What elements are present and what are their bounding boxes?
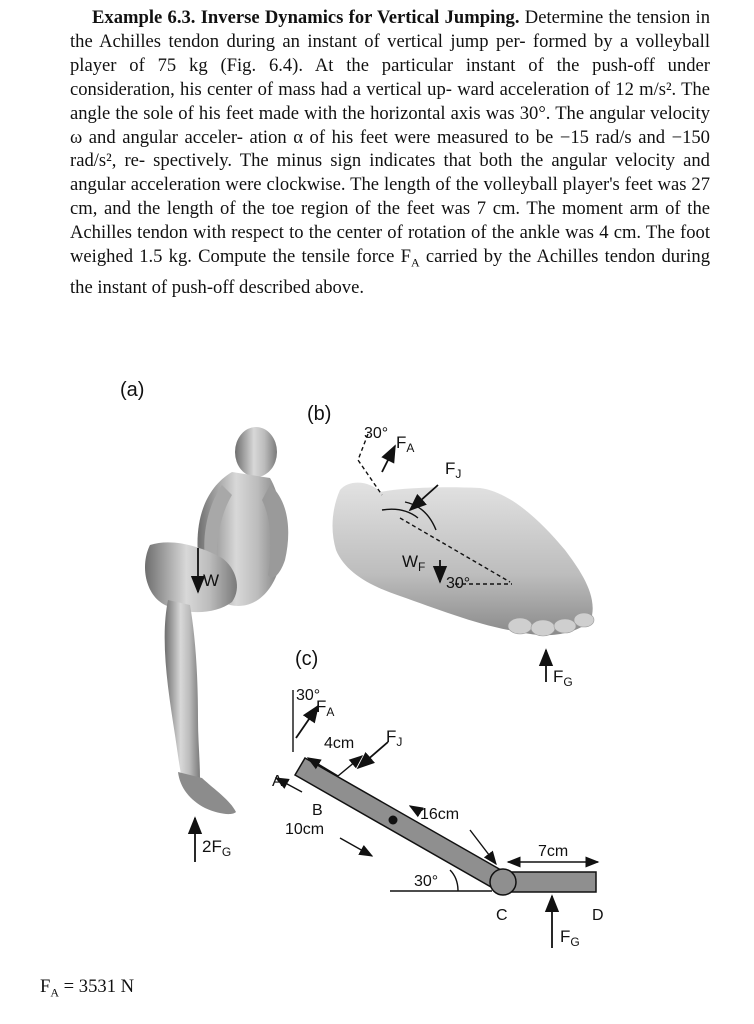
achilles-force-label-c: $F_A$ <box>316 697 335 719</box>
joint-force-label-c: $F_J$ <box>386 727 403 749</box>
point-b-label: B <box>312 802 323 819</box>
athlete-figure <box>145 427 288 814</box>
foot-weight-label: $W_F$ <box>402 552 426 574</box>
ankle-joint <box>490 869 516 895</box>
angle-label-b-sole: 30° <box>446 575 471 592</box>
panel-b-label: (b) <box>307 403 332 425</box>
problem-statement <box>70 6 710 300</box>
foot-illustration <box>333 483 593 636</box>
toe-segment-bar <box>503 872 596 892</box>
point-d-label: D <box>592 907 604 924</box>
center-of-mass-point <box>389 816 398 825</box>
angle-label-c-bottom: 30° <box>414 873 439 890</box>
panel-a-label: (a) <box>120 379 145 401</box>
joint-force-label-b: $F_J$ <box>445 459 462 481</box>
ground-force-label-b: $F_G$ <box>553 667 573 689</box>
problem-paragraph: Example 6.3. Inverse Dynamics for Vertical Jumping. Determine the tension in the Achilles tendon during an instant of vertical jump per- formed by a volleyball player of 75 kg (Fig. 6.4). At the particular instant of the push-off under consideration, his center of mass had a vertical up- ward acceleration of 12 m/s². The angle the sole of his feet made with the horizontal axis was 30°. The angular velocity ω and angular acceler- ation α of his feet were measured to be −15 rad/s and −150 rad/s², re- spectively. The minus sign indicates that both the angular velocity and angular acceleration were clockwise. The length of the volleyball player's feet was 27 cm, and the length of the toe region of the feet was 7 cm. The moment arm of the Achilles tendon with respect to the center of rotation of the ankle was 4 cm. The foot weighed 1.5 kg. Compute the tensile force $F_A$ carried by the Achilles tendon during the instant of push-off described above. <box>70 7 711 298</box>
weight-label: W <box>203 571 220 590</box>
example-title: Example 6.3. Inverse Dynamics for Vertical Jumping. <box>92 7 520 28</box>
ground-force-label-a: $2F_G$ <box>202 837 232 859</box>
figure-6-4 <box>0 360 754 960</box>
point-a-label: A <box>272 773 283 790</box>
angle-label-c-top: 30° <box>296 687 321 704</box>
point-c-label: C <box>496 907 508 924</box>
joint-force-arrow-c <box>358 742 388 768</box>
answer: $F_A = 3531$ N <box>40 976 135 1000</box>
panel-c-label: (c) <box>295 648 319 670</box>
ground-force-label-c: $F_G$ <box>560 927 580 949</box>
distance-7cm-label: 7cm <box>538 843 569 860</box>
foot-segment-bar <box>295 758 508 891</box>
achilles-force-arrow-c <box>296 706 318 738</box>
distance-4cm-label: 4cm <box>324 735 355 752</box>
distance-10cm-label: 10cm <box>285 821 325 838</box>
achilles-force-arrow-b <box>382 446 395 472</box>
distance-16cm-label: 16cm <box>420 806 460 823</box>
angle-label-b-top: 30° <box>364 425 389 442</box>
achilles-force-label-b: $F_A$ <box>396 433 415 455</box>
